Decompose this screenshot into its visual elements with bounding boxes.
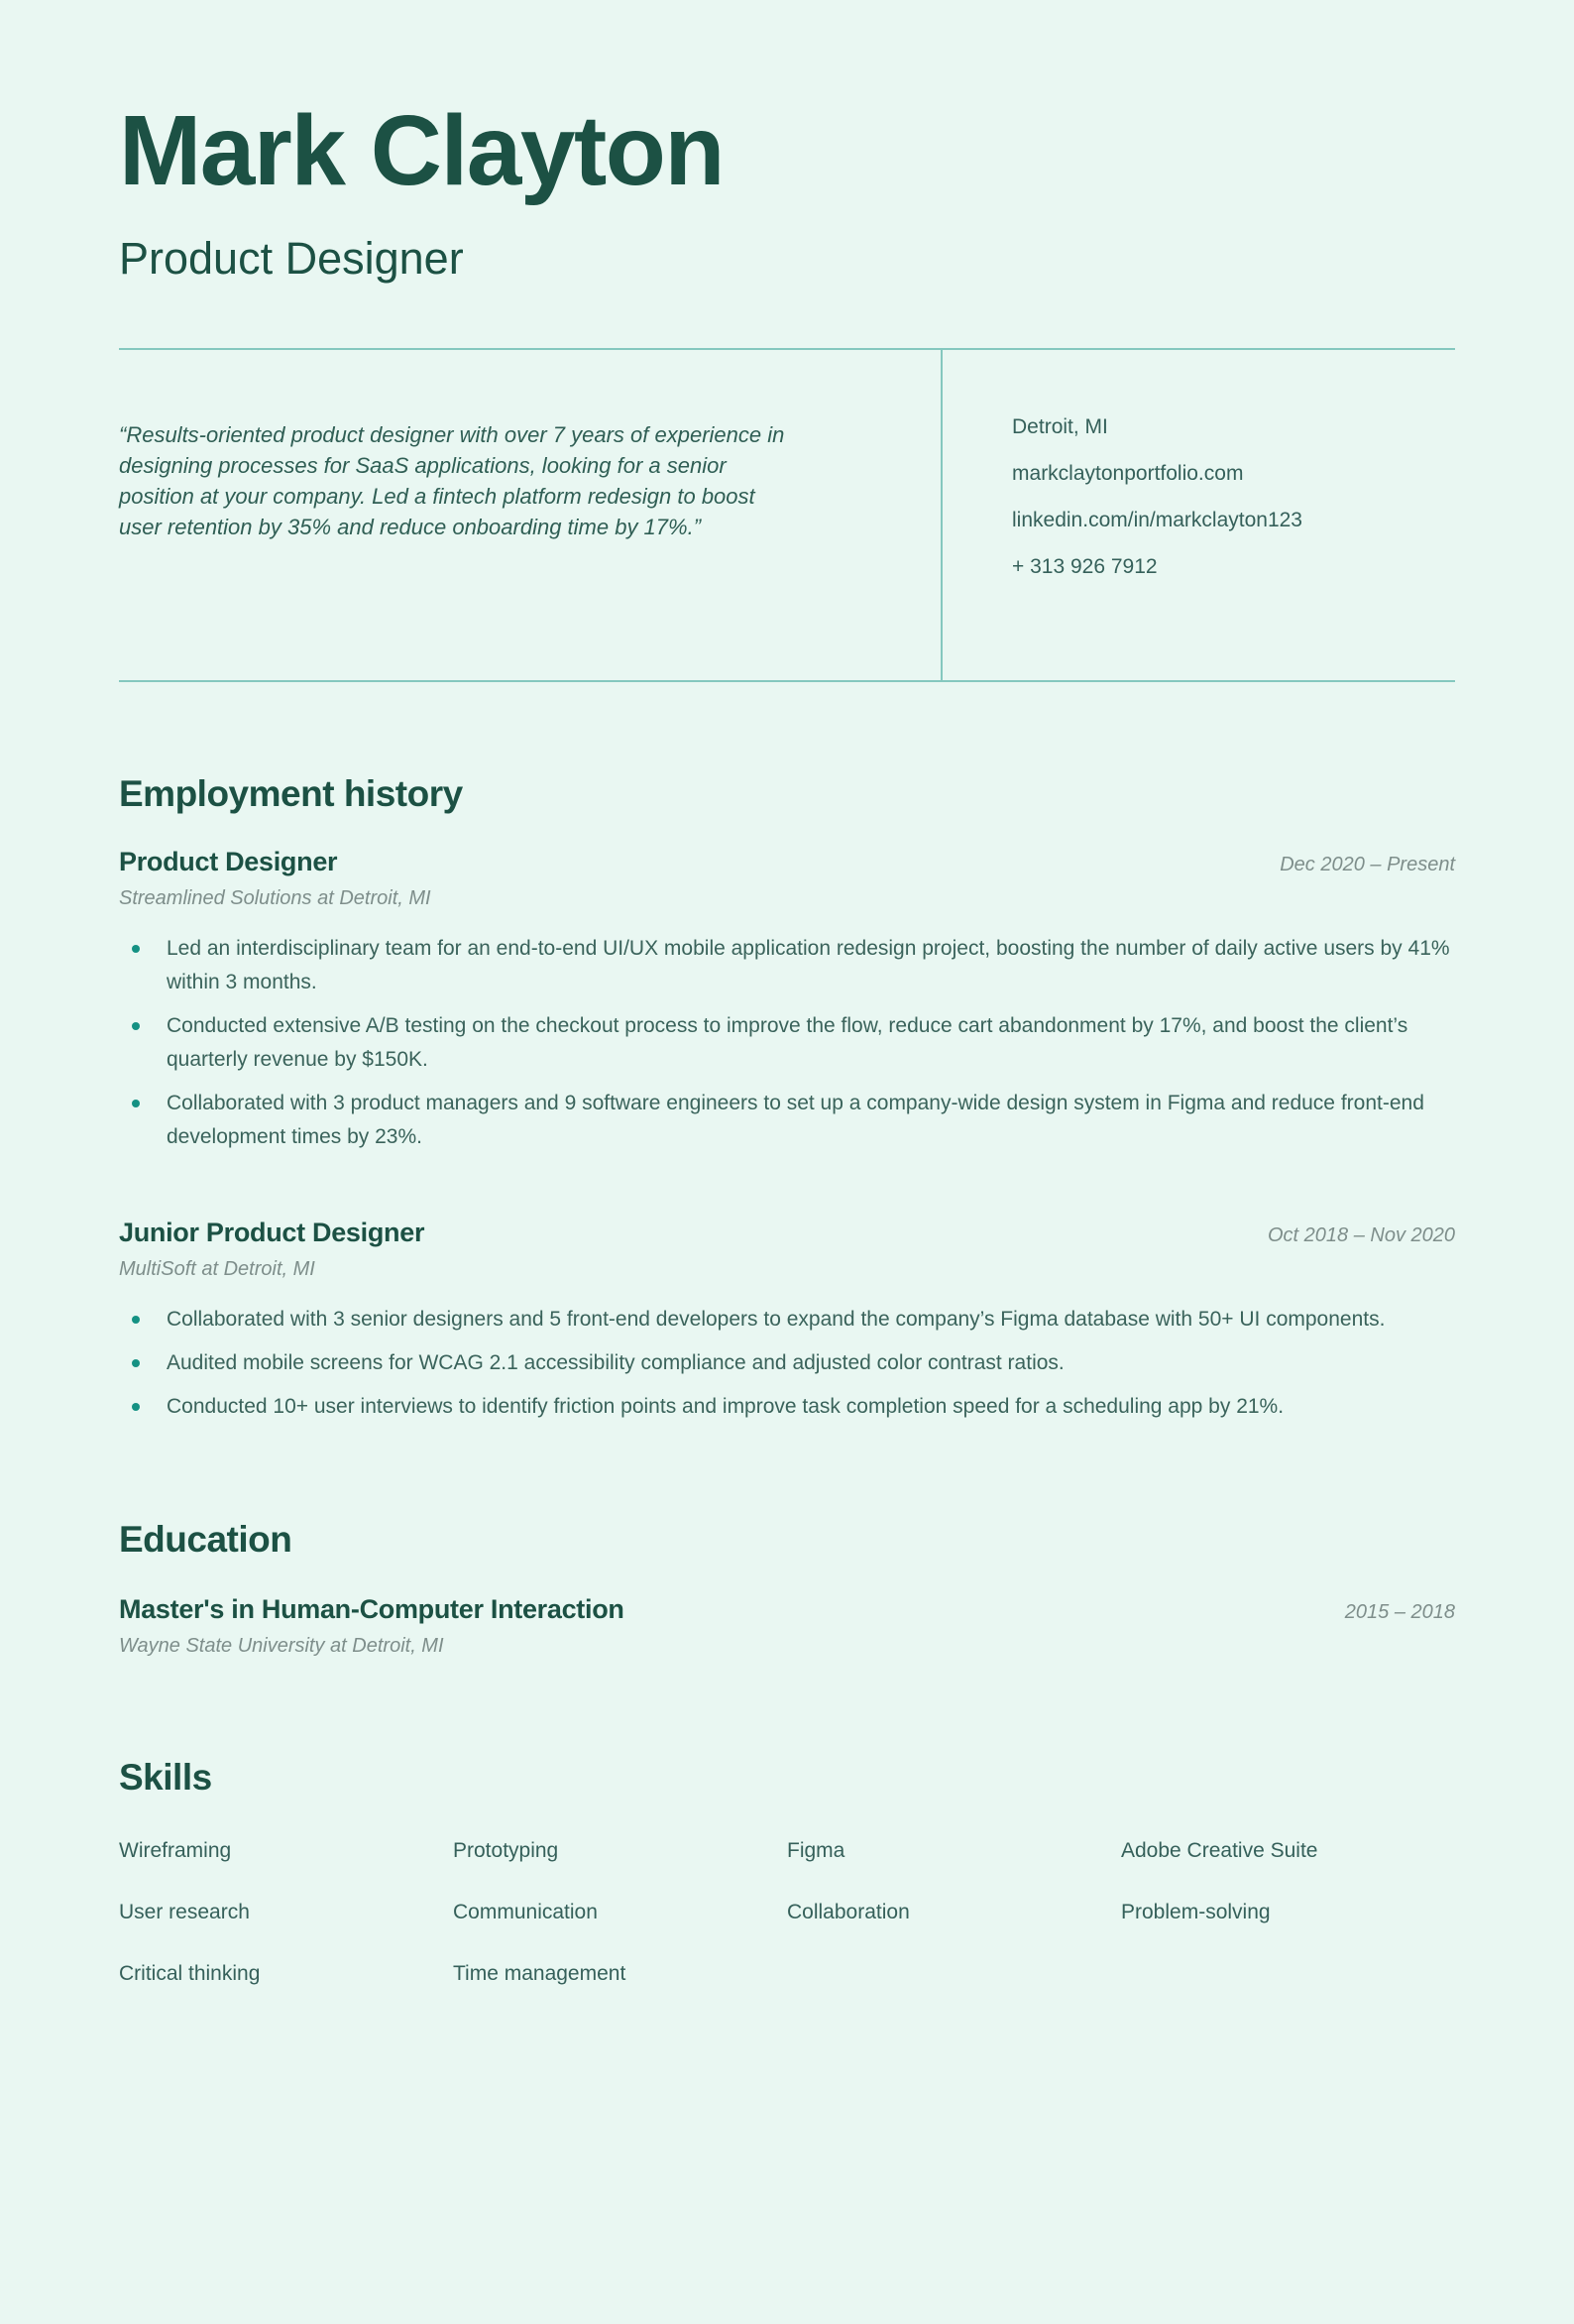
skill-item: Critical thinking <box>119 1962 261 1985</box>
job-bullet-list <box>119 1303 1455 1424</box>
skill-item: Prototyping <box>453 1839 559 1862</box>
contact-phone: + 313 926 7912 <box>1012 555 1158 578</box>
skills-grid <box>119 1838 1455 1987</box>
job-entry <box>119 1218 1455 1424</box>
resume-page <box>0 95 1574 1987</box>
contact-column <box>941 350 1455 680</box>
job-title: Junior Product Designer <box>119 1218 425 1247</box>
candidate-job-title: Product Designer <box>119 233 464 284</box>
summary-section <box>119 348 1455 682</box>
job-company: MultiSoft at Detroit, MI <box>119 1258 315 1280</box>
skill-item: Adobe Creative Suite <box>1121 1839 1318 1862</box>
skills-section <box>119 1757 1455 1987</box>
job-company: Streamlined Solutions at Detroit, MI <box>119 887 431 909</box>
job-entry <box>119 847 1455 1154</box>
skills-heading: Skills <box>119 1757 212 1798</box>
employment-section <box>119 773 1455 1424</box>
education-entry <box>119 1594 1455 1658</box>
summary-quote-column <box>119 350 941 680</box>
job-bullet: Collaborated with 3 product managers and 9 software engineers to set up a company-wide design system in Figma and reduce front-end development times by 23%. <box>119 1087 1455 1154</box>
skill-item: User research <box>119 1901 250 1923</box>
job-bullet: Collaborated with 3 senior designers and 5 front-end developers to expand the company’s Figma database with 50+ UI components. <box>119 1303 1455 1336</box>
job-dates: Dec 2020 – Present <box>1280 854 1455 875</box>
job-dates: Oct 2018 – Nov 2020 <box>1267 1224 1455 1246</box>
contact-location: Detroit, MI <box>1012 415 1108 438</box>
job-bullet: Conducted extensive A/B testing on the checkout process to improve the flow, reduce cart abandonment by 17%, and boost the client’s quarterly revenue by $150K. <box>119 1009 1455 1077</box>
contact-website: markclaytonportfolio.com <box>1012 462 1244 485</box>
job-bullet: Conducted 10+ user interviews to identify friction points and improve task completion speed for a scheduling app by 21%. <box>119 1390 1455 1424</box>
skill-item: Figma <box>787 1839 845 1862</box>
summary-quote: “Results-oriented product designer with over 7 years of experience in designing processes for SaaS applications, looking for a senior position at your company. Led a fintech platform redesign to boost user retention by 35% and reduce onboarding time by 17%.” <box>119 422 785 539</box>
skill-item: Problem-solving <box>1121 1901 1271 1923</box>
skill-item: Wireframing <box>119 1839 232 1862</box>
education-heading: Education <box>119 1519 292 1560</box>
job-entry-header <box>119 1218 1455 1248</box>
skill-item: Communication <box>453 1901 598 1923</box>
job-bullet: Led an interdisciplinary team for an end-to-end UI/UX mobile application redesign project, boosting the number of daily active users by 41% within 3 months. <box>119 932 1455 999</box>
employment-heading: Employment history <box>119 773 463 814</box>
education-school: Wayne State University at Detroit, MI <box>119 1635 444 1657</box>
education-entry-header <box>119 1594 1455 1625</box>
skill-item: Collaboration <box>787 1901 910 1923</box>
job-title: Product Designer <box>119 847 338 876</box>
education-section <box>119 1519 1455 1658</box>
degree-title: Master's in Human-Computer Interaction <box>119 1594 624 1624</box>
job-entry-header <box>119 847 1455 877</box>
job-bullet: Audited mobile screens for WCAG 2.1 accessibility compliance and adjusted color contrast ratios. <box>119 1346 1455 1380</box>
candidate-name: Mark Clayton <box>119 95 724 206</box>
contact-linkedin: linkedin.com/in/markclayton123 <box>1012 509 1302 531</box>
job-bullet-list <box>119 932 1455 1154</box>
skill-item: Time management <box>453 1962 626 1985</box>
education-dates: 2015 – 2018 <box>1344 1601 1455 1623</box>
contact-list <box>1012 411 1455 583</box>
